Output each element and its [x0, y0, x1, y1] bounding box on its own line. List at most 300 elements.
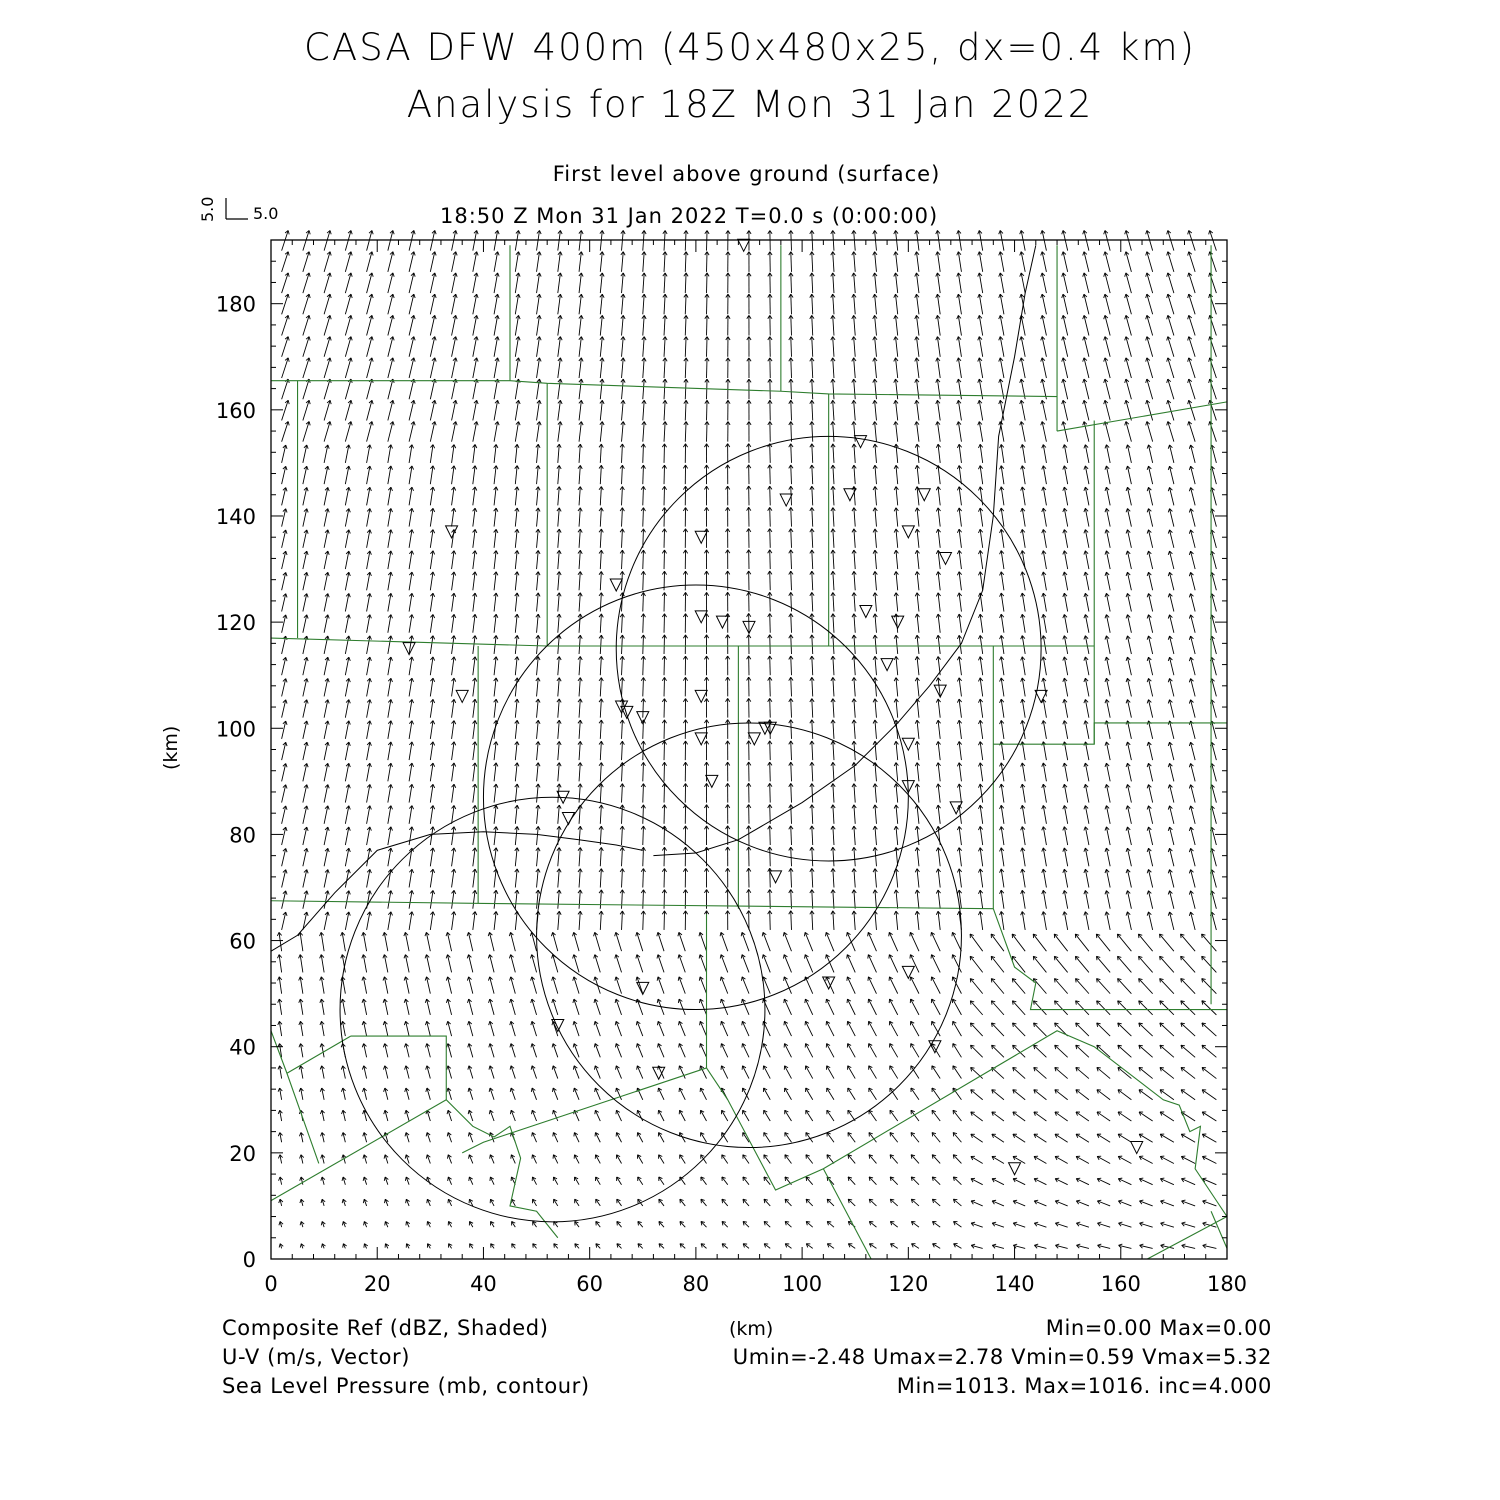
wind-vector-head	[391, 508, 393, 512]
wind-vector	[537, 550, 539, 569]
wind-vector-head	[510, 977, 511, 981]
wind-vector-head	[456, 294, 457, 298]
wind-vector-head	[936, 572, 938, 576]
wind-vector-head	[307, 551, 308, 555]
wind-vector	[303, 487, 307, 505]
wind-vector-head	[915, 550, 917, 554]
wind-vector-head	[370, 657, 372, 661]
wind-vector	[600, 805, 601, 824]
wind-vector-head	[307, 530, 308, 534]
wind-vector	[854, 869, 855, 888]
wind-vector-head	[539, 230, 541, 234]
wind-vector-head	[322, 1244, 323, 1248]
wind-vector	[622, 784, 623, 803]
wind-vector-head	[496, 508, 498, 512]
wind-vector-head	[454, 657, 456, 661]
wind-vector	[452, 358, 456, 378]
wind-vector	[579, 678, 580, 697]
wind-vector	[622, 805, 623, 824]
wind-vector-head	[496, 805, 498, 809]
wind-vector	[537, 784, 539, 803]
wind-vector-head	[454, 636, 456, 640]
wind-vector	[791, 635, 792, 654]
wind-vector-head	[475, 593, 477, 597]
wind-vector	[447, 955, 451, 973]
wind-vector-head	[936, 826, 938, 830]
wind-vector-head	[307, 763, 308, 767]
wind-vector-head	[496, 593, 498, 597]
wind-vector-head	[496, 635, 498, 639]
wind-vector-head	[307, 657, 308, 661]
wind-vector-head	[915, 593, 917, 597]
wind-vector-head	[475, 529, 477, 533]
wind-vector	[622, 379, 624, 399]
wind-vector	[932, 1132, 940, 1142]
wind-vector-head	[307, 509, 308, 513]
wind-vector-head	[351, 230, 352, 234]
wind-vector-head	[433, 784, 435, 788]
wind-vector-head	[573, 999, 574, 1003]
wind-vector-head	[286, 445, 287, 449]
wind-vector	[600, 656, 601, 675]
wind-vector-head	[978, 508, 980, 512]
wind-vector	[622, 741, 623, 760]
wind-vector-head	[278, 977, 280, 981]
wind-vector-head	[847, 932, 848, 936]
wind-vector	[770, 444, 771, 463]
wind-vector	[833, 252, 834, 272]
wind-vector-head	[404, 932, 405, 936]
wind-vector-head	[405, 1132, 406, 1136]
wind-vector	[409, 252, 414, 272]
wind-vector-head	[307, 848, 308, 852]
wind-vector-head	[328, 848, 329, 852]
wind-vector	[452, 422, 456, 442]
wind-vector	[600, 593, 601, 612]
wind-vector	[833, 273, 834, 293]
wind-vector-head	[351, 273, 352, 277]
wind-vector	[707, 337, 708, 357]
wind-vector	[658, 955, 664, 973]
wind-vector-head	[307, 742, 308, 746]
wind-vector-head	[1000, 869, 1002, 873]
wind-vector-head	[894, 230, 896, 234]
wind-vector	[515, 400, 518, 420]
wind-vector	[854, 529, 855, 548]
wind-vector	[896, 593, 898, 612]
wind-vector	[932, 1110, 940, 1121]
wind-vector	[643, 890, 644, 909]
wind-vector-head	[383, 1021, 384, 1025]
wind-vector-head	[412, 721, 414, 725]
wind-vector	[324, 294, 330, 314]
wind-vector	[958, 358, 961, 378]
wind-vector	[643, 805, 644, 824]
wind-vector	[812, 273, 813, 293]
wind-vector	[405, 955, 409, 973]
wind-vector	[345, 487, 348, 505]
wind-vector-head	[936, 337, 938, 341]
wind-vector	[515, 805, 517, 824]
wind-vector-head	[971, 1200, 975, 1201]
wind-vector-head	[456, 422, 457, 426]
wind-vector-head	[553, 1110, 554, 1114]
wind-vector-head	[531, 1088, 532, 1092]
wind-vector-head	[433, 487, 435, 491]
wind-vector	[303, 848, 307, 866]
wind-vector-head	[978, 657, 980, 661]
wind-vector-head	[384, 1199, 385, 1203]
wind-vector-head	[278, 1132, 279, 1136]
wind-vector-head	[426, 1088, 427, 1092]
wind-vector	[812, 507, 813, 526]
wind-vector-head	[957, 763, 959, 767]
wind-vector	[324, 273, 330, 293]
wind-vector-head	[519, 273, 521, 277]
wind-vector-head	[595, 1088, 596, 1092]
wind-vector	[812, 337, 813, 357]
wind-vector	[992, 1045, 1004, 1057]
wind-vector-head	[309, 358, 310, 362]
wind-vector	[896, 741, 898, 760]
wind-vector	[622, 444, 623, 463]
wind-vector-head	[915, 635, 917, 639]
wind-vector-head	[615, 999, 616, 1003]
wind-vector-head	[351, 315, 352, 319]
wind-vector-head	[957, 614, 959, 618]
wind-vector-head	[320, 1088, 321, 1092]
wind-vector-head	[936, 848, 938, 852]
wind-vector-head	[404, 977, 405, 981]
wind-vector	[896, 465, 898, 484]
wind-vector-head	[519, 358, 521, 362]
wind-vector	[953, 1044, 962, 1058]
wind-vector	[430, 358, 434, 378]
plot-title-line2: Analysis for 18Z Mon 31 Jan 2022	[406, 83, 1094, 126]
wind-vector	[812, 826, 813, 845]
wind-vector-head	[307, 572, 308, 576]
wind-vector-head	[426, 1155, 427, 1159]
wind-vector-head	[477, 315, 478, 319]
wind-vector-head	[341, 999, 342, 1003]
wind-vector-head	[936, 763, 938, 767]
wind-vector	[600, 273, 602, 293]
wind-vector	[367, 422, 372, 442]
wind-vector-head	[678, 1021, 679, 1025]
wind-vector	[784, 999, 791, 1015]
wind-vector-head	[560, 358, 562, 362]
wind-vector	[367, 358, 372, 378]
wind-vector	[685, 337, 686, 357]
wind-vector	[875, 550, 877, 569]
wind-vector-head	[539, 358, 541, 362]
wind-vector	[932, 1066, 940, 1079]
wind-vector-head	[370, 678, 372, 682]
wind-vector-head	[894, 358, 896, 362]
wind-vector	[896, 805, 898, 824]
wind-vector-head	[519, 230, 521, 234]
wind-vector	[345, 551, 348, 569]
wind-vector	[282, 530, 286, 548]
wind-vector	[958, 337, 961, 357]
wind-vector-head	[475, 636, 477, 640]
wind-vector	[303, 252, 309, 272]
wind-vector-head	[341, 1066, 342, 1070]
wind-vector-head	[404, 999, 405, 1003]
wind-vector	[770, 677, 771, 696]
wind-vector	[430, 337, 434, 357]
wind-vector-head	[573, 955, 574, 959]
wind-vector	[345, 358, 351, 378]
wind-vector	[600, 699, 601, 718]
wind-vector	[791, 592, 792, 611]
wind-vector-head	[510, 1021, 511, 1025]
wind-vector	[537, 763, 539, 782]
wind-vector	[868, 955, 876, 973]
wind-vector	[600, 422, 602, 442]
wind-vector	[643, 379, 644, 399]
wind-vector-head	[341, 932, 343, 936]
wind-vector-head	[405, 1066, 406, 1070]
wind-vector	[303, 891, 307, 909]
wind-vector	[890, 1088, 898, 1100]
wind-vector-head	[277, 932, 279, 936]
wind-vector-head	[701, 1199, 702, 1203]
wind-vector	[579, 890, 580, 909]
wind-vector-head	[519, 315, 521, 319]
wind-vector	[282, 785, 286, 803]
wind-vector-head	[343, 1244, 344, 1248]
wind-vector	[854, 784, 855, 803]
wind-vector-head	[636, 955, 637, 959]
wind-vector-head	[391, 827, 393, 831]
wind-vector-head	[384, 1155, 385, 1159]
wind-vector-head	[531, 977, 532, 981]
wind-vector	[970, 1001, 982, 1015]
wind-vector-head	[426, 1132, 427, 1136]
wind-vector-head	[957, 720, 959, 724]
wind-vector	[805, 932, 813, 951]
wind-vector-head	[342, 1221, 343, 1225]
wind-vector-head	[286, 912, 287, 916]
wind-vector	[303, 422, 309, 442]
wind-vector-head	[915, 656, 917, 660]
wind-vector	[579, 699, 580, 718]
wind-vector-head	[869, 1155, 870, 1159]
wind-vector-head	[915, 487, 917, 491]
wind-vector	[847, 955, 855, 973]
wind-vector-head	[349, 891, 350, 895]
wind-vector-head	[615, 1044, 616, 1048]
wind-vector	[896, 869, 898, 888]
wind-vector	[515, 763, 517, 782]
wind-vector-head	[721, 1021, 722, 1025]
wind-vector-head	[393, 230, 394, 234]
wind-vector-head	[936, 805, 938, 809]
wind-vector-head	[1000, 657, 1002, 661]
wind-vector-head	[279, 1244, 280, 1248]
wind-vector	[664, 400, 665, 420]
wind-vector-head	[425, 977, 426, 981]
wind-vector-head	[498, 422, 500, 426]
wind-vector-head	[404, 1044, 405, 1048]
wind-vector-head	[936, 635, 938, 639]
wind-vector-head	[330, 273, 331, 277]
wind-vector-head	[936, 529, 938, 533]
wind-vector	[953, 1110, 961, 1121]
wind-vector-head	[510, 1110, 511, 1114]
wind-vector	[685, 358, 686, 378]
wind-vector	[643, 635, 644, 654]
wind-vector	[791, 337, 792, 357]
wind-vector	[409, 315, 414, 335]
wind-vector	[791, 294, 792, 314]
wind-vector-head	[328, 721, 329, 725]
wind-vector-head	[971, 1222, 975, 1223]
wind-vector	[971, 1067, 983, 1078]
wind-vector	[537, 890, 539, 909]
wind-vector	[854, 805, 855, 824]
wind-vector-head	[299, 955, 301, 959]
wind-vector-head	[581, 294, 583, 298]
wind-vector-head	[554, 1244, 555, 1248]
wind-vector	[700, 932, 707, 951]
wind-vector	[812, 911, 813, 930]
wind-vector-head	[433, 763, 435, 767]
wind-vector-head	[433, 614, 435, 618]
wind-vector-head	[435, 230, 436, 234]
wind-vector-head	[328, 785, 329, 789]
wind-vector-head	[978, 358, 980, 362]
wind-vector-head	[957, 741, 959, 745]
wind-vector	[622, 400, 624, 420]
wind-vector-head	[970, 1001, 971, 1005]
wind-vector	[685, 379, 686, 399]
wind-vector-head	[615, 977, 616, 981]
wind-vector-head	[425, 1021, 426, 1025]
wind-vector-head	[412, 742, 414, 746]
wind-vector-head	[433, 721, 435, 725]
wind-vector	[875, 890, 877, 909]
wind-vector	[664, 379, 665, 399]
wind-vector-head	[636, 1044, 637, 1048]
wind-vector-head	[286, 700, 287, 704]
wind-vector	[643, 294, 644, 314]
wind-vector	[847, 977, 855, 994]
wind-vector-head	[447, 1088, 448, 1092]
wind-vector-head	[475, 572, 477, 576]
wind-vector	[896, 678, 898, 697]
wind-vector	[622, 720, 623, 739]
wind-vector-head	[288, 315, 289, 319]
wind-vector	[664, 294, 665, 314]
wind-vector-head	[330, 337, 331, 341]
wind-vector	[812, 847, 813, 866]
wind-vector	[637, 932, 643, 951]
wind-vector-head	[435, 422, 436, 426]
wind-vector-head	[594, 932, 595, 936]
wind-vector	[537, 657, 539, 676]
wind-vector	[854, 337, 856, 357]
wind-vector	[911, 1088, 919, 1100]
wind-vector	[958, 422, 961, 442]
wind-vector-head	[433, 636, 435, 640]
wind-vector-head	[978, 848, 980, 852]
wind-vector-head	[720, 932, 721, 936]
wind-vector	[812, 422, 813, 442]
wind-vector-head	[560, 400, 562, 404]
wind-vector	[558, 465, 559, 484]
wind-vector-head	[320, 955, 322, 959]
wind-vector-head	[539, 422, 541, 426]
wind-vector	[932, 1155, 940, 1164]
wind-vector	[643, 486, 644, 505]
wind-vector	[643, 699, 644, 718]
wind-vector	[721, 977, 728, 994]
wind-vector-head	[447, 1132, 448, 1136]
wind-vector-head	[539, 400, 541, 404]
wind-vector	[848, 1044, 856, 1058]
wind-vector-head	[299, 999, 301, 1003]
wind-vector	[833, 465, 834, 484]
wind-vector-head	[412, 487, 414, 491]
wind-vector-head	[658, 1044, 659, 1048]
wind-vector	[324, 551, 328, 569]
wind-vector-head	[1000, 784, 1002, 788]
wind-vector	[558, 572, 559, 591]
wind-vector	[770, 656, 771, 675]
wind-vector-head	[362, 1021, 363, 1025]
wind-vector-head	[320, 1066, 321, 1070]
wind-vector-head	[288, 400, 289, 404]
wind-vector-head	[370, 742, 372, 746]
wind-vector-head	[957, 869, 959, 873]
wind-vector-head	[741, 955, 742, 959]
wind-vector	[345, 294, 351, 314]
wind-vector-head	[978, 572, 980, 576]
wind-vector-head	[299, 1021, 301, 1025]
wind-vector	[932, 999, 941, 1015]
wind-vector	[622, 911, 623, 930]
wind-vector-head	[391, 891, 393, 895]
wind-vector-head	[936, 699, 938, 703]
wind-vector	[494, 337, 498, 357]
wind-vector	[558, 550, 559, 569]
wind-vector	[833, 847, 834, 866]
wind-vector	[579, 720, 580, 739]
wind-vector-head	[454, 805, 456, 809]
wind-vector	[324, 806, 328, 824]
wind-vector	[770, 529, 771, 548]
wind-vector-head	[433, 869, 435, 873]
wind-vector-head	[349, 487, 350, 491]
wind-vector	[303, 509, 307, 527]
wind-vector-head	[889, 932, 890, 936]
wind-vector-head	[720, 977, 721, 981]
wind-vector	[784, 1044, 791, 1058]
wind-vector	[324, 615, 328, 633]
wind-vector-head	[475, 912, 477, 916]
wind-vector	[515, 614, 517, 633]
wind-vector	[622, 678, 623, 697]
wind-vector-head	[530, 955, 531, 959]
wind-vector	[784, 1021, 791, 1036]
wind-vector-head	[454, 763, 456, 767]
wind-vector-head	[1000, 635, 1002, 639]
wind-vector	[812, 571, 813, 590]
wind-vector	[282, 827, 286, 845]
wind-vector-head	[498, 358, 500, 362]
